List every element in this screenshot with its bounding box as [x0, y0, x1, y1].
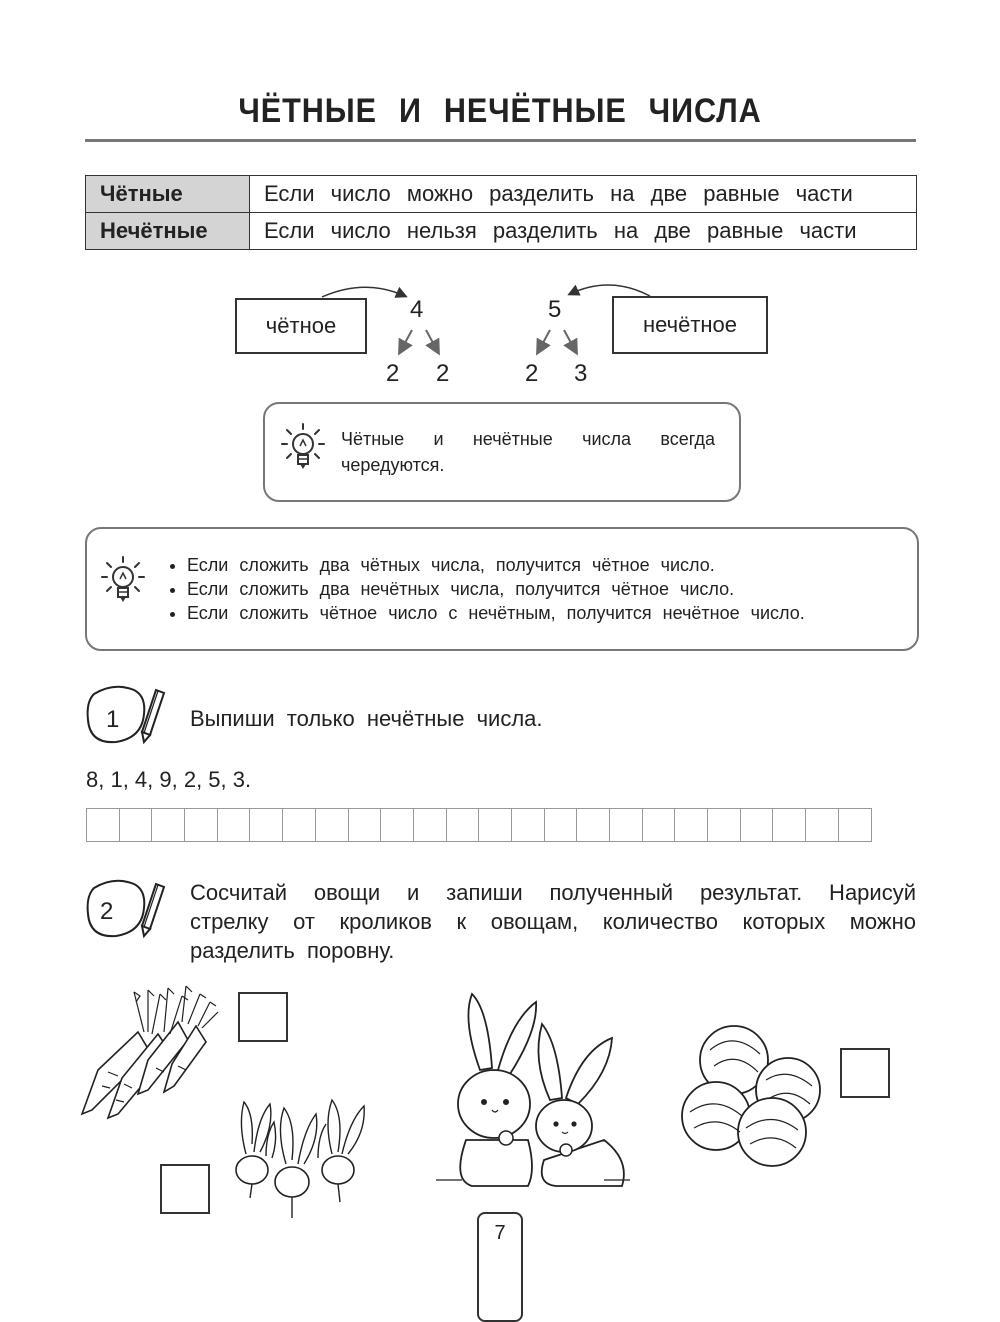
page-title: ЧЁТНЫЕ И НЕЧЁТНЫЕ ЧИСЛА	[238, 92, 762, 130]
even-part-right: 2	[436, 360, 450, 387]
pencil-icon	[142, 690, 164, 742]
odd-part-left: 2	[525, 360, 539, 387]
carrots-illustration	[78, 982, 228, 1122]
task-1-number: 1	[106, 706, 120, 733]
tip-text-alternation: Чётные и нечётные числа всегда чередуются.	[341, 429, 715, 475]
page-number: 7	[477, 1212, 523, 1322]
task-2-badge	[84, 874, 168, 940]
arrow-to-four	[322, 287, 405, 297]
list-item: • Если сложить два чётных числа, получится чётное число.	[187, 553, 907, 577]
rabbits-illustration	[432, 990, 632, 1190]
addition-rules-list	[167, 553, 907, 625]
odd-part-right: 3	[574, 360, 588, 387]
term-even: Чётные	[86, 176, 250, 213]
task-1-badge	[84, 680, 168, 746]
list-item: • Если сложить чётное число с нечётным, получится нечётное число.	[187, 601, 907, 625]
definition-odd: Если число нельзя разделить на две равные части	[250, 213, 917, 250]
definition-even: Если число можно разделить на две равные части	[250, 176, 917, 213]
odd-label-box: нечётное	[612, 296, 768, 354]
arrow-to-five	[570, 285, 650, 296]
carrots-answer-box[interactable]	[238, 992, 288, 1042]
task-1-text: Выпиши только нечётные числа.	[190, 706, 543, 731]
task-2-number: 2	[100, 898, 114, 925]
even-part-left: 2	[386, 360, 400, 387]
task-2-text: Сосчитай овощи и запиши полученный результат. Нарисуй стрелку от кроликов к овощам, количество которых можно разделить поровну.	[190, 880, 916, 963]
pencil-icon	[142, 884, 164, 936]
list-item: • Если сложить два нечётных числа, получится чётное число.	[187, 577, 907, 601]
beets-answer-box[interactable]	[160, 1164, 210, 1214]
even-number: 4	[410, 296, 424, 323]
cabbages-answer-box[interactable]	[840, 1048, 890, 1098]
beets-illustration	[226, 1094, 376, 1220]
odd-number: 5	[548, 296, 562, 323]
answer-grid[interactable]	[86, 808, 871, 842]
task-1-sequence: 8, 1, 4, 9, 2, 5, 3.	[86, 767, 252, 792]
lightbulb-icon	[99, 555, 147, 611]
cabbages-illustration	[680, 1020, 826, 1170]
even-label-box: чётное	[235, 298, 367, 354]
lightbulb-icon	[279, 422, 327, 478]
tip-box-alternation	[263, 402, 741, 502]
term-odd: Нечётные	[86, 213, 250, 250]
tip-box-addition-rules	[85, 527, 919, 651]
example-arrows	[0, 0, 1000, 420]
